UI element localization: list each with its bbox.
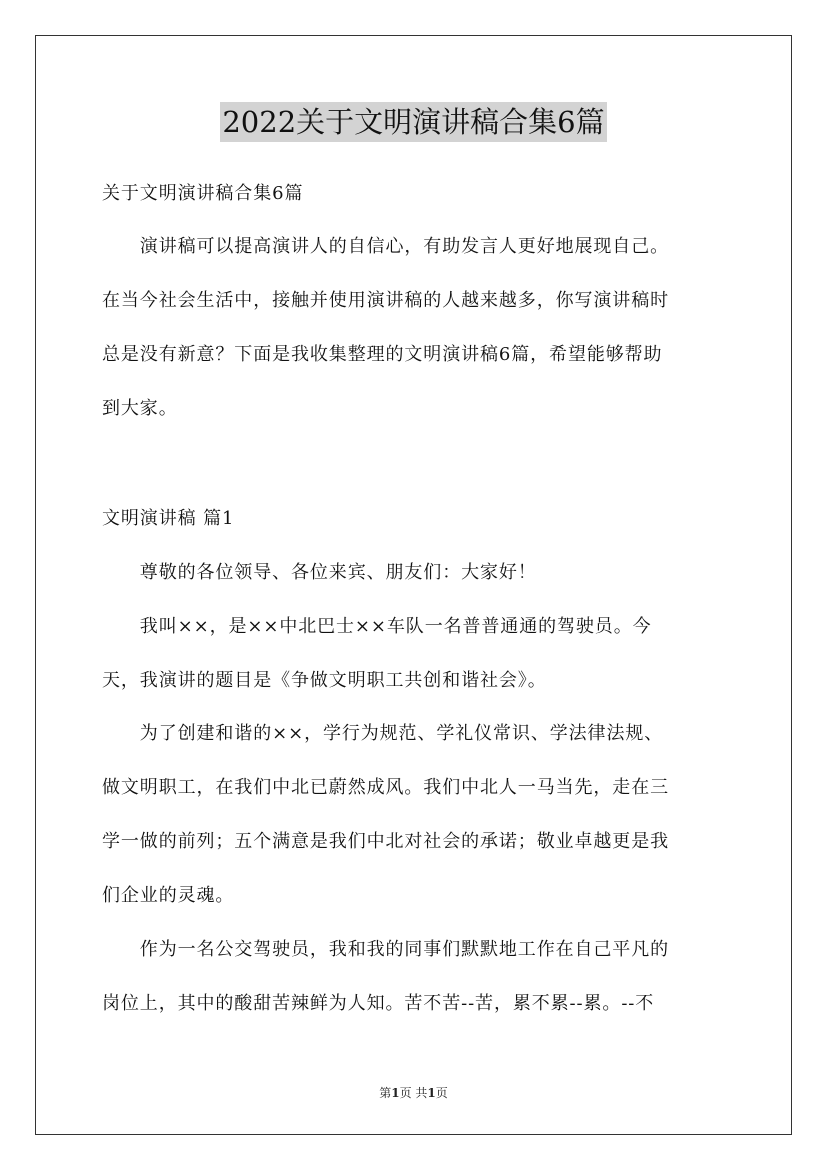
body-line: 总是没有新意？下面是我收集整理的文明演讲稿6篇，希望能够帮助 <box>102 344 663 365</box>
page-footer <box>0 1084 827 1101</box>
body-line: 演讲稿可以提高演讲人的自信心，有助发言人更好地展现自己。 <box>102 236 669 257</box>
body-line: 天，我演讲的题目是《争做文明职工共创和谐社会》。 <box>102 670 547 691</box>
body-line: 做文明职工，在我们中北已蔚然成风。我们中北人一马当先，走在三 <box>102 777 669 798</box>
body-line: 在当今社会生活中，接触并使用演讲稿的人越来越多，你写演讲稿时 <box>102 290 669 311</box>
section-heading: 文明演讲稿 篇1 <box>102 508 235 529</box>
body-line: 岗位上，其中的酸甜苦辣鲜为人知。苦不苦--苦，累不累--累。--不 <box>102 993 655 1014</box>
subtitle-line: 关于文明演讲稿合集6篇 <box>102 183 304 204</box>
body-line: 到大家。 <box>102 398 178 419</box>
footer-mid: 页 共 <box>399 1086 428 1100</box>
body-line: 尊敬的各位领导、各位来宾、朋友们：大家好！ <box>102 562 537 583</box>
footer-prefix: 第 <box>379 1086 392 1100</box>
footer-page-number: 1 <box>391 1086 400 1100</box>
body-line: 我叫××，是××中北巴士××车队一名普普通通的驾驶员。今 <box>102 616 652 637</box>
body-line: 学一做的前列；五个满意是我们中北对社会的承诺；敬业卓越更是我 <box>102 831 669 852</box>
body-line: 作为一名公交驾驶员，我和我的同事们默默地工作在自己平凡的 <box>102 939 669 960</box>
footer-total-pages: 1 <box>427 1086 436 1100</box>
document-title: 2022关于文明演讲稿合集6篇 <box>220 102 606 142</box>
body-line: 们企业的灵魂。 <box>102 885 235 906</box>
footer-suffix: 页 <box>435 1086 448 1100</box>
title-wrapper <box>0 102 827 142</box>
body-line: 为了创建和谐的××，学行为规范、学礼仪常识、学法律法规、 <box>102 723 664 744</box>
